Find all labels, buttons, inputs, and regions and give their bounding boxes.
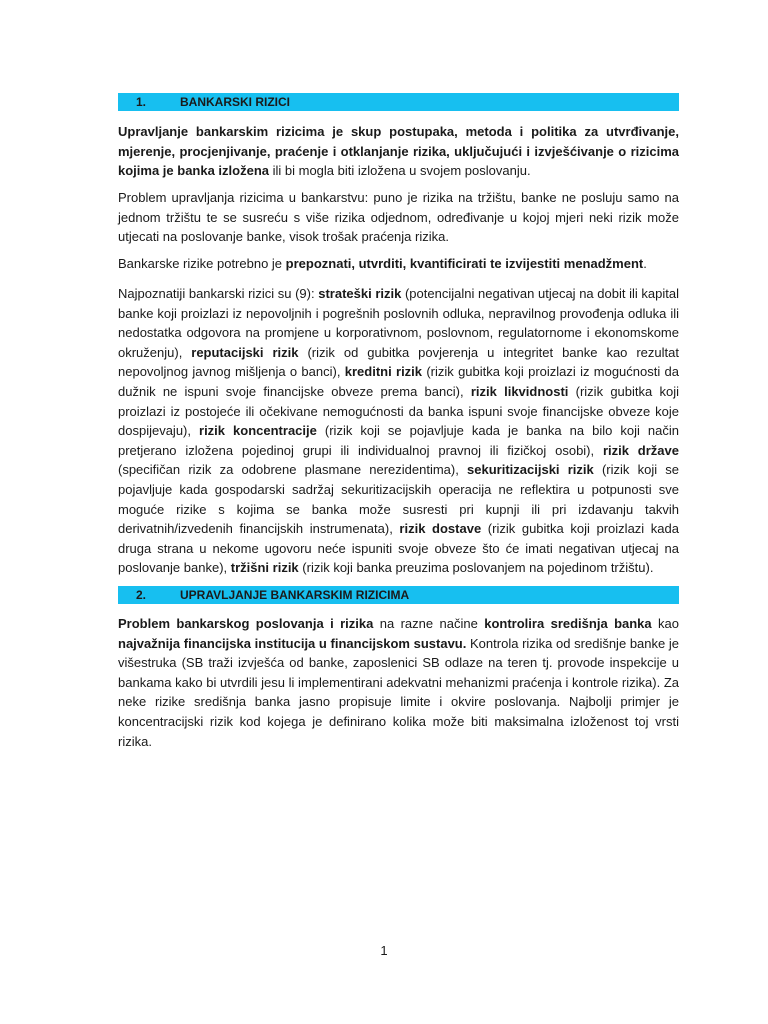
- bold-text-run: kontrolira središnja banka: [484, 616, 652, 631]
- section-heading-2: [118, 586, 679, 604]
- text-run: (rizik koji banka preuzima poslovanjem na pojedinom tržištu).: [298, 560, 654, 576]
- text-run: ili bi mogla biti izložena u svojem poslovanju.: [269, 163, 531, 179]
- text-run: (rizik koji se pojavljuje kada gospodarski sadržaj sekuritizacijskih operacija ne reflektira u potpunosti sve moguće rizike s kojima se banka može susresti pri kupnji ili pri izdavanju takvih derivatnih/izvedenih financijskih instrumenata),: [118, 462, 680, 537]
- section-title: BANKARSKI RIZICI: [180, 95, 290, 109]
- bold-text-run: strateški rizik: [318, 286, 402, 301]
- bold-text-run: rizik koncentracije: [199, 423, 317, 439]
- bold-text-run: reputacijski rizik: [191, 344, 299, 360]
- bold-text-run: rizik likvidnosti: [470, 383, 569, 399]
- paragraph-central-bank: [118, 614, 679, 751]
- section-heading-1: [118, 93, 679, 111]
- section-title: UPRAVLJANJE BANKARSKIM RIZICIMA: [180, 588, 410, 602]
- bold-text-run: Problem bankarskog poslovanja i rizika: [118, 616, 374, 631]
- text-run: na razne načine: [373, 616, 485, 631]
- bold-text-run: kreditni rizik: [344, 364, 423, 380]
- page-number: 1: [380, 943, 388, 958]
- bold-text-run: rizik dostave: [399, 521, 482, 537]
- text-run: Problem upravljanja rizicima u bankarstvu: puno je rizika na tržištu, banke ne posluju samo na jednom tržištu te se susreću s više rizika odjednom, određivanje u kojoj mjeri neki rizik može utjecati na poslovanje banke, visok trošak praćenja rizika.: [118, 190, 679, 245]
- bold-text-run: sekuritizacijski rizik: [467, 462, 594, 478]
- paragraph-problem: [118, 188, 679, 247]
- section-number: 1.: [136, 95, 147, 109]
- text-run: Najpoznatiji bankarski rizici su (9):: [118, 286, 319, 301]
- text-run: (rizik od gubitka povjerenja u integritet banke kao rezultat nepovoljnog javnog mišljenja o banci),: [118, 344, 679, 380]
- text-run: (rizik gubitka koji proizlazi kada druga strana u nekome ugovoru neće ispuniti svoje obveze što će imati negativan utjecaj na poslovanje banke),: [118, 521, 679, 576]
- text-run: (specifičan rizik za odobrene plasmane nerezidentima),: [118, 462, 468, 478]
- text-run: kao: [651, 616, 679, 631]
- text-run: (rizik koji se pojavljuje kada je banka na bilo koji način pretjerano izložena pojedinoj grupi ili individualnoj pravnoj ili fizičkoj osobi),: [118, 423, 679, 458]
- bold-text-run: prepoznati, utvrditi, kvantificirati te izvijestiti menadžment: [285, 256, 644, 271]
- bold-text-run: najvažnija financijska institucija u financijskom sustavu.: [118, 635, 467, 651]
- text-run: (rizik gubitka koji proizlazi iz postojeće ili očekivane nemogućnosti da banka ispuni svoje financijske obveze koje dospijevaju),: [118, 383, 679, 439]
- paragraph-identify: [118, 254, 679, 274]
- text-run: Bankarske rizike potrebno je: [118, 256, 286, 271]
- text-run: .: [643, 256, 647, 271]
- section-number: 2.: [136, 588, 147, 602]
- text-run: (rizik gubitka koji proizlazi iz mogućnosti da dužnik ne ispuni svoje financijske obveze prema banci),: [118, 364, 680, 399]
- bold-text-run: rizik države: [602, 442, 679, 458]
- paragraph-definition: [118, 122, 679, 181]
- bold-text-run: tržišni rizik: [230, 560, 299, 576]
- bold-text-run: Upravljanje bankarskim rizicima je skup postupaka, metoda i politika za utvrđivanje, mjerenje, procjenjivanje, praćenje i otklanjanje rizika, uključujući i izvješćivanje o rizicima kojima je banka izložena: [118, 124, 679, 179]
- text-run: (potencijalni negativan utjecaj na dobit ili kapital banke koji proizlazi iz nepovoljnih i pogrešnih poslovnih odluka, nepravilnog provođenja odluka ili nedostatka odgovora na promjene u korporativnom, poslovnom, regulatornome i ekonomskome okruženju),: [118, 286, 679, 360]
- text-run: Kontrola rizika od središnje banke je višestruka (SB traži izvješća od banke, zaposlenici SB odlaze na teren tj. provode inspekcije u bankama kako bi utvrdili jesu li implementirani adekvatni mehanizmi praćenja i kontrole rizika). Za neke rizike središnja banka jasno propisuje limite i okvire poslovanja. Najbolji primjer je koncentracijski rizik kod kojega je definirano kolika može biti maksimalna izloženost toj vrsti rizika.: [118, 635, 679, 749]
- paragraph-risk-types: [118, 284, 679, 578]
